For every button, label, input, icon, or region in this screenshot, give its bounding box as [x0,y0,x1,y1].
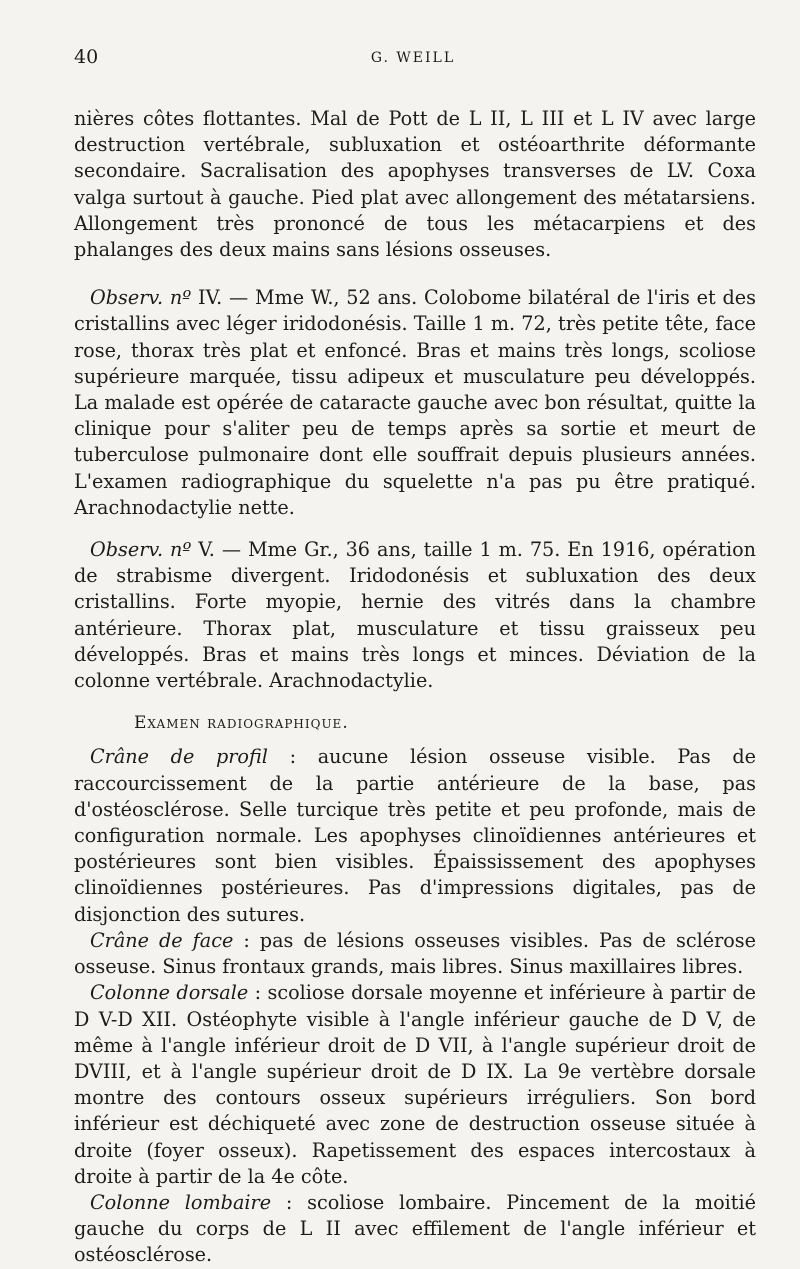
page-header [74,46,752,76]
colonne-dorsale-label: Colonne dorsale [90,981,249,1005]
crane-face-text: : pas de lésions osseuses visibles. Pas de sclérose osseuse. Sinus frontaux grands, mais libres. Sinus maxillaires libres. [74,928,756,979]
colonne-lombaire-paragraph [74,1190,756,1269]
crane-profil-label: Crâne de profil [90,745,268,769]
observation-4-label: Observ. nº [90,286,192,310]
colonne-lombaire-text: : scoliose lombaire. Pincement de la moitié gauche du corps de L II avec effilement de l'angle inférieur et ostéosclérose. [74,1190,756,1267]
colonne-dorsale-paragraph [74,980,756,1190]
observation-4-number: IV. [198,286,223,310]
observation-4-text: — Mme W., 52 ans. Colobome bilatéral de l'iris et des cristallins avec léger iridodonésis. Taille 1 m. 72, très petite tête, face rose, thorax très plat et enfoncé. Bras et mains très longs, scoliose supérieure marquée, tissu adipeux et musculature peu développés. La malade est opérée de cataracte gauche avec bon résultat, quitte la clinique pour s'aliter peu de temps après sa sortie et meurt de tuberculose pulmonaire dont elle souffrait depuis plusieurs années. L'examen radiographique du squelette n'a pas pu être pratiqué. Arachnodactylie nette. [74,286,756,519]
paragraph-continuation: nières côtes flottantes. Mal de Pott de L II, L III et L IV avec large destruction vertébrale, subluxation et ostéoarthrite déformante secondaire. Sacralisation des apophyses transverses de LV. Coxa valga surtout à gauche. Pied plat avec allongement des métatarsiens. Allongement très prononcé de tous les métacarpiens et des phalanges des deux mains sans lésions osseuses. [74,107,756,262]
observation-5-text: — Mme Gr., 36 ans, taille 1 m. 75. En 1916, opération de strabisme divergent. Iridodonésis et subluxation des deux cristallins. Forte myopie, hernie des vitrés dans la chambre antérieure. Thorax plat, musculature et tissu graisseux peu développés. Bras et mains très longs et minces. Déviation de la colonne vertébrale. Arachnodactylie. [74,538,756,693]
observation-5-label: Observ. nº [90,538,192,562]
observation-5-number: V. [198,538,215,562]
section-title: Examen radiographique. [134,713,349,734]
crane-profil-text: : aucune lésion osseuse visible. Pas de raccourcissement de la partie antérieure de la base, pas d'ostéosclérose. Selle turcique très petite et peu profonde, mais de configuration normale. Les apophyses clinoïdiennes antérieures et postérieures sont bien visibles. Épaississement des apophyses clinoïdiennes postérieures. Pas d'impressions digitales, pas de disjonction des sutures. [74,745,756,926]
crane-face-paragraph [74,928,756,980]
observation-5 [74,537,756,694]
running-head: G. WEILL [370,50,456,66]
crane-face-label: Crâne de face [90,928,234,952]
colonne-dorsale-text: : scoliose dorsale moyenne et inférieure à partir de D V-D XII. Ostéophyte visible à l'angle inférieur gauche de D V, de même à l'angle inférieur droit de D VII, à l'angle supérieur droit de DVIII, et à l'angle supérieur droit de D IX. La 9e vertèbre dorsale montre des contours osseux supérieurs irréguliers. Son bord inférieur est déchiqueté avec zone de destruction osseuse située à droite (foyer osseux). Rapetissement des espaces intercostaux à droite à partir de la 4e côte. [74,981,756,1188]
colonne-lombaire-label: Colonne lombaire [90,1190,272,1214]
observation-4 [74,285,756,521]
crane-profil-paragraph [74,744,756,927]
body-text [74,106,756,1269]
page-number: 40 [74,46,99,68]
